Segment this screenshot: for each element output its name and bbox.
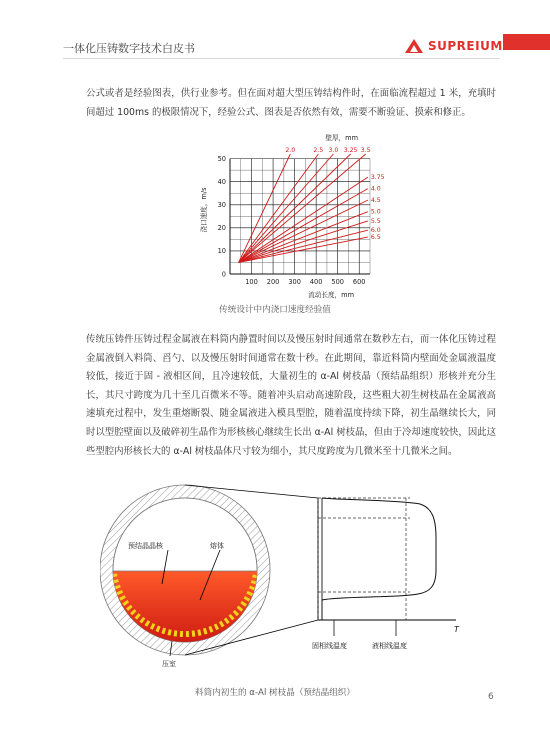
liquidus-label: 液相线温度 <box>372 642 407 650</box>
t-axis-label: T <box>454 625 459 634</box>
chart-series-label: 3.25 <box>343 147 358 154</box>
figure-1-caption: 传统设计中内浇口速度经验值 <box>219 305 331 315</box>
chart-x-tick-label: 300 <box>288 278 301 286</box>
chart-series-label: 2.5 <box>313 147 324 154</box>
chart-y-tick-label: 20 <box>217 224 226 233</box>
chart-x-tick-label: 500 <box>331 278 344 286</box>
supreium-logo <box>405 38 503 54</box>
chart-x-axis-label: 流动长度，mm <box>308 291 354 299</box>
chart-series-label: 6.5 <box>370 234 381 242</box>
melt-region <box>110 571 260 651</box>
page-header <box>0 34 550 60</box>
paragraph-1: 公式或者是经验图表，供行业参考。但在面对超大型压铸结构件时，在面临流程超过 1 米，充填时间超过 100ms 的极限情况下，经验公式、图表是否依然有效，需要不断验证、摸索和修正。 <box>86 88 496 118</box>
chart-y-axis-label: 浇口速度，m/s <box>200 187 208 233</box>
chart-series-label: 5.0 <box>370 208 381 216</box>
melt-label: 熔体 <box>210 542 224 550</box>
logo-text: SUPREIUM <box>428 39 503 53</box>
nucleus-label: 预结晶晶核 <box>128 542 163 550</box>
chart-series-label: 2.0 <box>285 147 296 154</box>
chart-series-label: 5.5 <box>370 217 381 225</box>
chart-x-tick-label: 400 <box>309 278 323 286</box>
figure-2-caption: 料筒内初生的 α-Al 树枝晶（预结晶组织） <box>195 688 355 698</box>
logo-triangle-icon <box>405 39 423 53</box>
chamber-label: 压室 <box>162 660 176 668</box>
chart-series-label: 3.0 <box>328 147 339 154</box>
chart-series-label: 4.5 <box>370 197 381 205</box>
chart-series-label: 3.5 <box>360 147 371 154</box>
chart-ticks <box>218 155 366 286</box>
chart-series-label: 3.75 <box>370 174 385 182</box>
chart-series-label: 4.0 <box>370 185 381 193</box>
chart-x-tick-label: 200 <box>266 278 280 286</box>
paragraph-2: 传统压铸件压铸过程金属液在料筒内静置时间以及慢压射时间通常在数秒左右，而一体化压铸过程金属液倒入料筒、舀勺、以及慢压射时间通常在数十秒。在此期间，靠近料筒内壁面处金属液温度较低，接近于固 - 液相区间，且冷速较低，大量初生的 α-Al 树枝晶（预结晶组织）形核并充分生长，其尺寸跨度为几十至几百微米不等。随着冲头启动高速阶段，这些粗大初生树枝晶在金属液高速填充过程中，发生重熔断裂、随金属液进入模具型腔，随着温度持续下降，初生晶继续长大，同时以型腔壁面以及破碎初生晶作为形核核心继续生长出 α-Al 树枝晶，但由于冷却速度较快，因此这些型腔内形核长大的 α-Al 树枝晶体尺寸较为细小，其尺度跨度为几微米至十几微米之间。 <box>86 334 496 457</box>
chart-y-tick-label: 30 <box>217 201 226 210</box>
chart-x-tick-label: 100 <box>245 278 258 286</box>
chart-series-label: 6.0 <box>370 227 381 235</box>
document-title: 一体化压铸数字技术白皮书 <box>63 42 195 55</box>
header-divider <box>63 58 500 59</box>
chart-y-tick-label: 50 <box>217 154 226 163</box>
chart-top-label: 壁厚，mm <box>325 134 358 142</box>
chart-y-tick-label: 10 <box>217 247 226 256</box>
solidus-label: 固相线温度 <box>312 642 347 650</box>
page-number: 6 <box>488 692 494 702</box>
temperature-profile-curve <box>322 498 436 620</box>
chart-y-tick-label: 0 <box>221 270 226 279</box>
chart-x-tick-label: 600 <box>352 278 366 286</box>
gate-velocity-chart <box>190 130 390 302</box>
shot-chamber-diagram <box>100 478 470 673</box>
header-accent-tab <box>503 34 550 50</box>
chart-y-tick-label: 40 <box>217 177 226 186</box>
